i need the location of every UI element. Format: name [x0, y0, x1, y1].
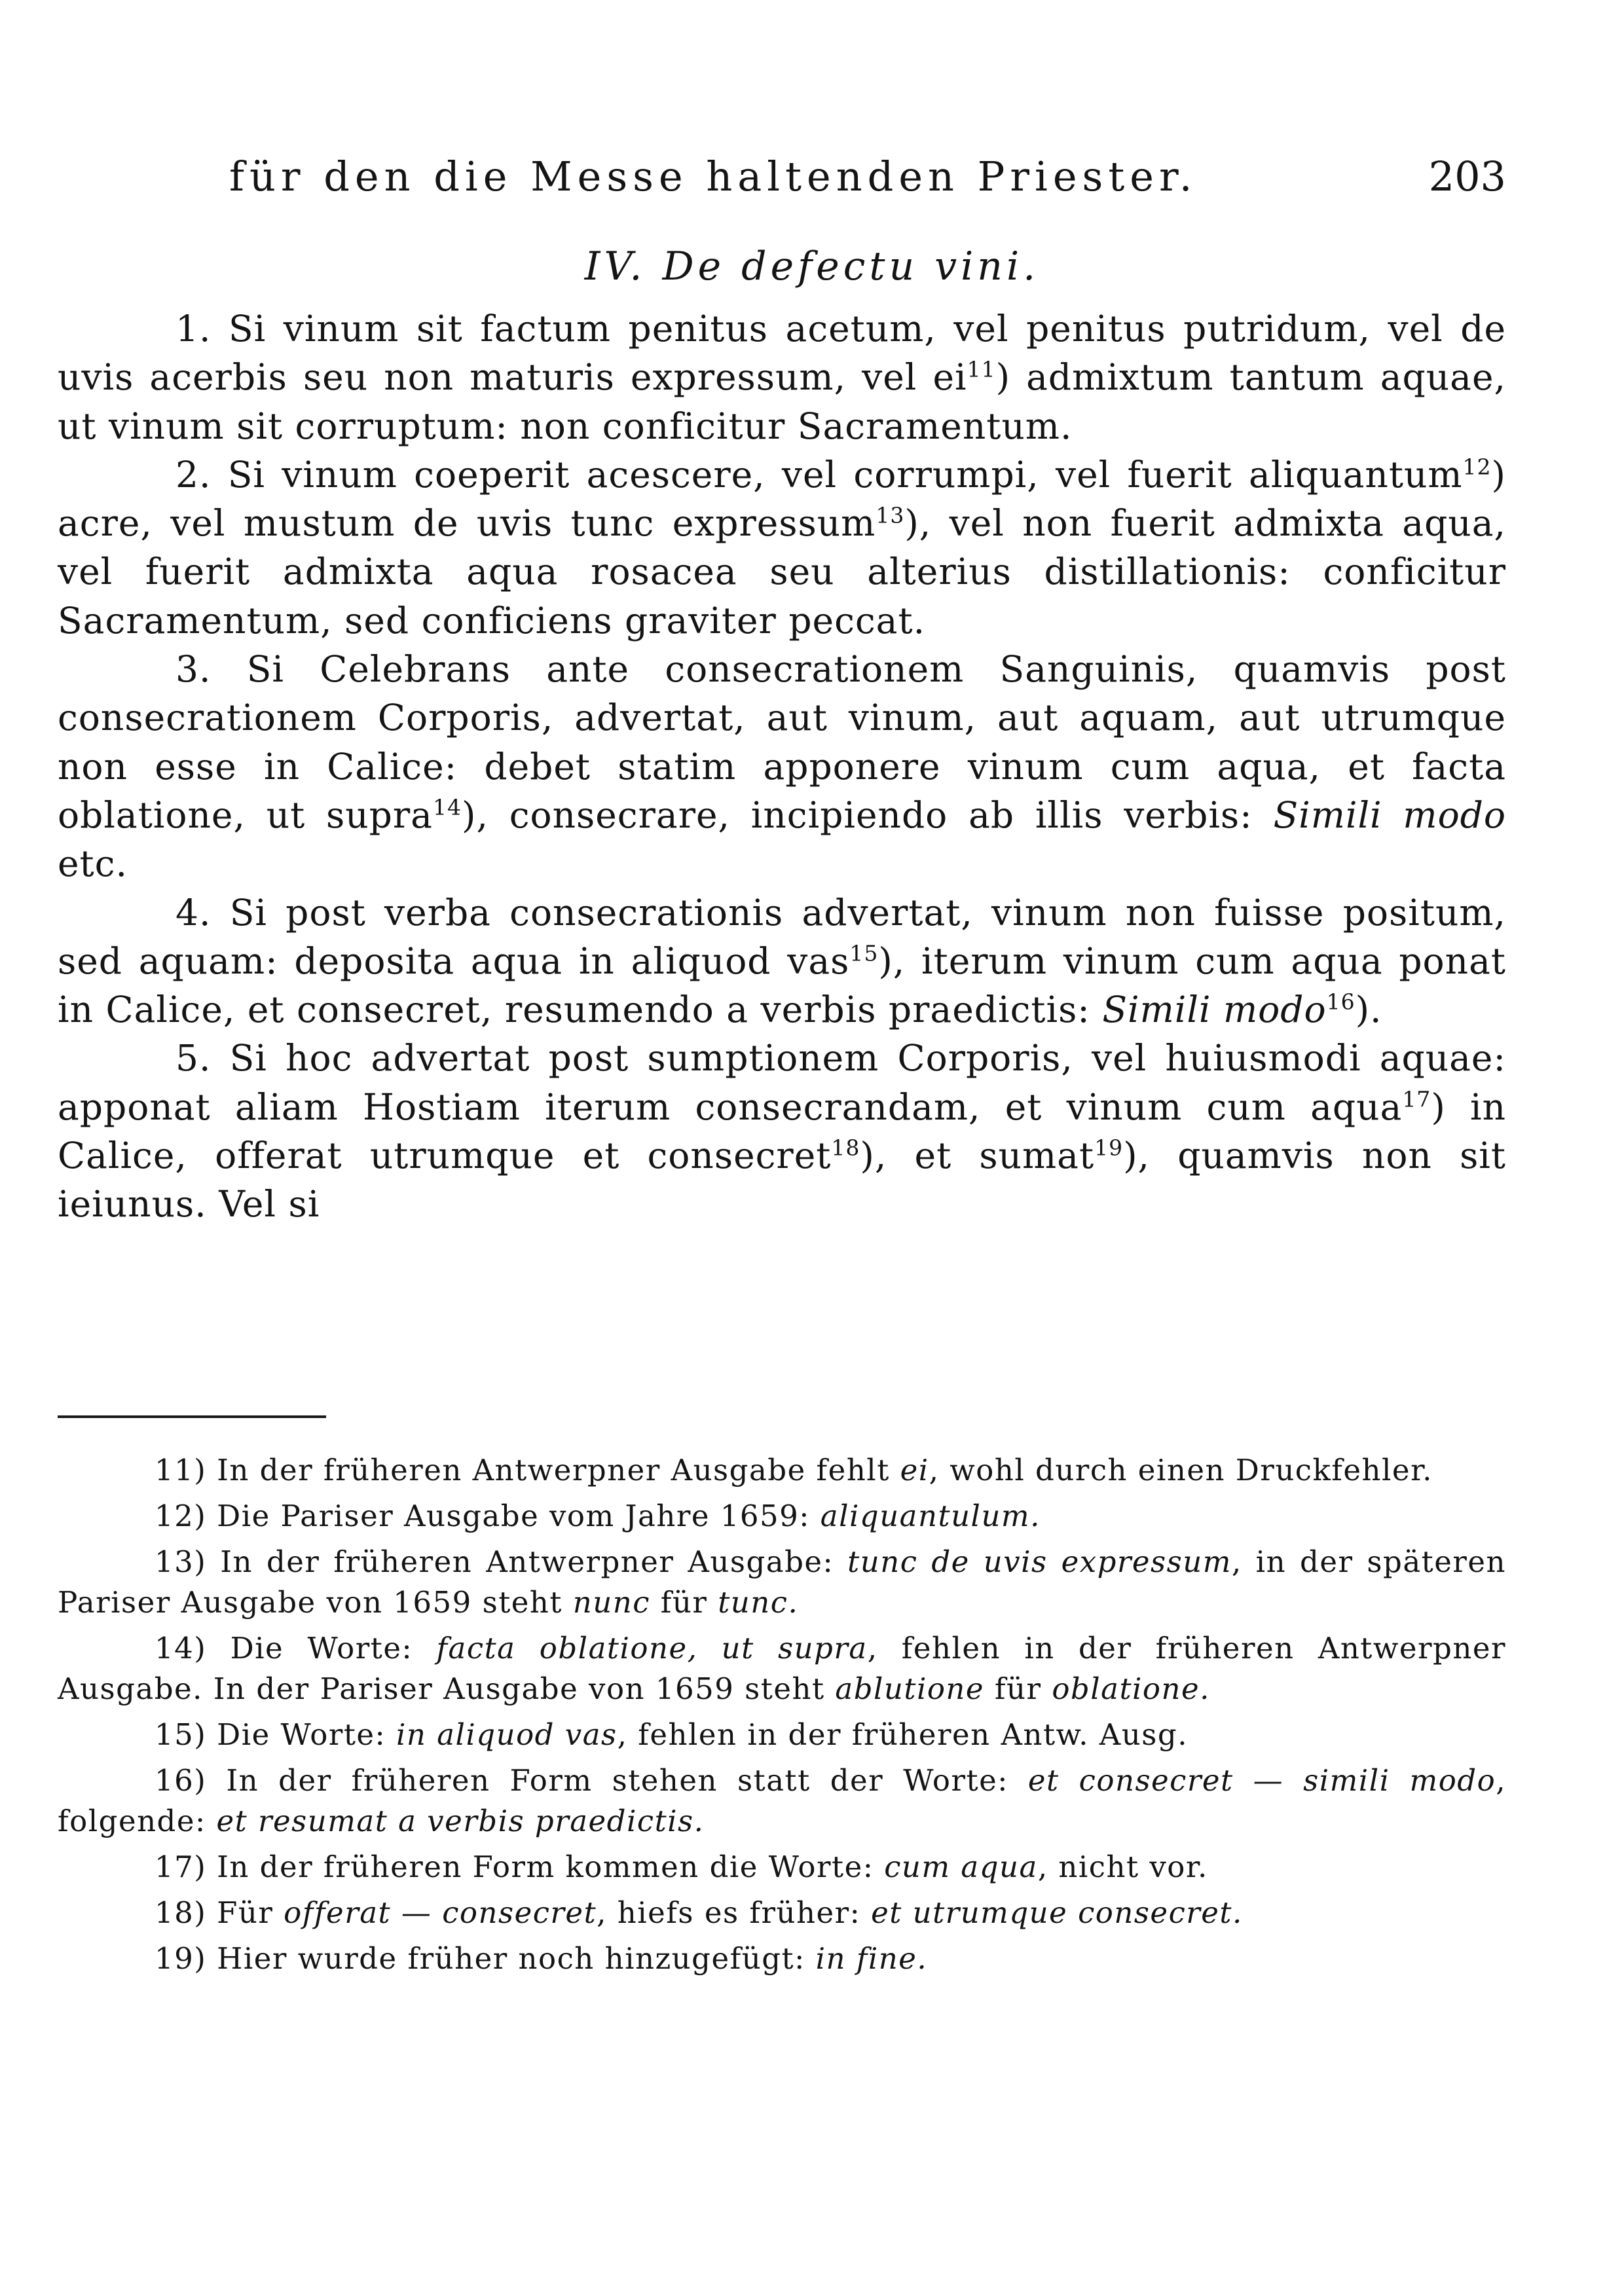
footnote-marker: 19 — [1094, 1135, 1124, 1161]
text-run: für — [984, 1671, 1052, 1706]
text-run: 16) In der früheren Form stehen statt der Worte: — [155, 1763, 1028, 1798]
footnote-marker: 12 — [1462, 454, 1492, 480]
paragraph-4 — [58, 888, 1506, 1034]
italic-text: in aliquod vas — [396, 1717, 618, 1752]
footnote-marker: 14 — [432, 794, 462, 820]
text-run: ). — [1355, 989, 1382, 1031]
text-run: 14) Die Worte: — [155, 1631, 437, 1666]
italic-text: et resumat a verbis praedictis. — [216, 1804, 705, 1838]
footnote-11 — [58, 1450, 1506, 1491]
italic-text: Simili modo — [1102, 989, 1327, 1031]
text-run: , fehlen in der früheren Antwerpner Ausgabe. In der Pariser Ausgabe von 1659 steht — [58, 1631, 1506, 1706]
paragraph-2 — [58, 450, 1506, 645]
footnote-marker: 15 — [849, 940, 879, 966]
text-run: , fehlen in der früheren Antw. Ausg. — [617, 1717, 1188, 1752]
italic-text: tunc de uvis expressum — [847, 1544, 1232, 1579]
text-run: 1. Si vinum sit factum penitus acetum, vel penitus putridum, vel de uvis acerbis seu non maturis expressum, vel ei — [58, 308, 1506, 399]
italic-text: offerat — consecret — [284, 1895, 597, 1930]
footnote-17 — [58, 1847, 1506, 1887]
italic-text: et utrumque consecret. — [871, 1895, 1243, 1930]
italic-text: ei — [900, 1453, 929, 1487]
footnote-marker: 11 — [967, 356, 996, 382]
text-run: , nicht vor. — [1037, 1850, 1208, 1884]
footnote-13 — [58, 1542, 1506, 1623]
section-title: IV. De defectu vini. — [584, 244, 1040, 289]
text-run: ) in Calice, offerat utrumque et consecret — [58, 1085, 1507, 1177]
text-run: 19) Hier wurde früher noch hinzugefügt: — [155, 1941, 816, 1976]
running-head — [229, 147, 1506, 206]
footnotes — [58, 1450, 1506, 1984]
footnote-15 — [58, 1715, 1506, 1755]
text-run: , hiefs es früher: — [597, 1895, 872, 1930]
body-text — [58, 304, 1506, 1229]
text-run: etc. — [58, 843, 128, 885]
italic-text: Simili modo — [1273, 793, 1507, 836]
text-run: 12) Die Pariser Ausgabe vom Jahre 1659: — [155, 1499, 821, 1533]
text-run: ), et sumat — [860, 1135, 1095, 1177]
footnote-18 — [58, 1893, 1506, 1933]
text-run: ), iterum vinum cum aqua ponat in Calice, et consecret, resumendo a verbis praedictis: — [58, 939, 1506, 1031]
footnote-14 — [58, 1628, 1506, 1709]
text-run: 4. Si post verba consecrationis advertat, vinum non fuisse positum, sed aquam: deposita aqua in aliquod vas — [58, 891, 1506, 982]
italic-text: aliquantulum. — [820, 1499, 1041, 1533]
text-run: ) acre, vel mustum de uvis tunc expressum — [58, 453, 1506, 545]
text-run: 17) In der früheren Form kommen die Worte: — [155, 1850, 885, 1884]
italic-text: ablutione — [835, 1671, 985, 1706]
footnote-12 — [58, 1496, 1506, 1537]
text-run: 5. Si hoc advertat post sumptionem Corporis, vel huiusmodi aquae: apponat aliam Hostiam iterum consecrandam, et vinum cum aqua — [58, 1037, 1506, 1128]
text-run: 3. Si Celebrans ante consecrationem Sanguinis, quamvis post consecrationem Corporis, advertat, aut vinum, aut aquam, aut utrumque non esse in Calice: debet statim apponere vinum cum aqua, et facta oblatione, ut supra — [58, 648, 1506, 836]
italic-text: cum aqua — [884, 1850, 1038, 1884]
page-number: 203 — [1428, 153, 1506, 200]
text-run: 11) In der früheren Antwerpner Ausgabe fehlt — [155, 1453, 900, 1487]
text-run: , wohl durch einen Druckfehler. — [929, 1453, 1433, 1487]
text-run: ), quamvis non sit ieiunus. Vel si — [58, 1135, 1506, 1226]
italic-text: oblatione. — [1052, 1671, 1210, 1706]
italic-text: tunc. — [718, 1585, 799, 1620]
text-run: ) admixtum tantum aquae, ut vinum sit corruptum: non conficitur Sacramentum. — [58, 356, 1506, 447]
footnote-divider — [58, 1415, 326, 1418]
text-run: , in der späteren Pariser Ausgabe von 1659 steht — [58, 1544, 1506, 1620]
paragraph-3 — [58, 645, 1506, 888]
text-run: , folgende: — [58, 1763, 1506, 1838]
paragraph-1 — [58, 304, 1506, 450]
text-run: ), consecrare, incipiendo ab illis verbis: — [461, 793, 1274, 836]
italic-text: in fine. — [815, 1941, 928, 1976]
text-run: 2. Si vinum coeperit acescere, vel corrumpi, vel fuerit aliquantum — [175, 453, 1463, 496]
footnote-marker: 18 — [831, 1135, 860, 1161]
paragraph-5 — [58, 1034, 1506, 1228]
text-run: ), vel non fuerit admixta aqua, vel fuerit admixta aqua rosacea seu alterius distillationis: conficitur Sacramentum, sed conficiens graviter peccat. — [58, 502, 1506, 642]
italic-text: facta oblatione, ut supra — [436, 1631, 868, 1666]
text-run: 15) Die Worte: — [155, 1717, 397, 1752]
footnote-16 — [58, 1760, 1506, 1842]
italic-text: et consecret — simili modo — [1027, 1763, 1496, 1798]
footnote-19 — [58, 1939, 1506, 1979]
footnote-marker: 16 — [1326, 989, 1356, 1015]
italic-text: nunc — [572, 1585, 650, 1620]
running-title: für den die Messe haltenden Priester. — [229, 153, 1198, 200]
text-run: für — [650, 1585, 718, 1620]
text-run: 13) In der früheren Antwerpner Ausgabe: — [155, 1544, 848, 1579]
footnote-marker: 17 — [1402, 1086, 1431, 1112]
text-run: 18) Für — [155, 1895, 284, 1930]
footnote-marker: 13 — [876, 502, 905, 528]
